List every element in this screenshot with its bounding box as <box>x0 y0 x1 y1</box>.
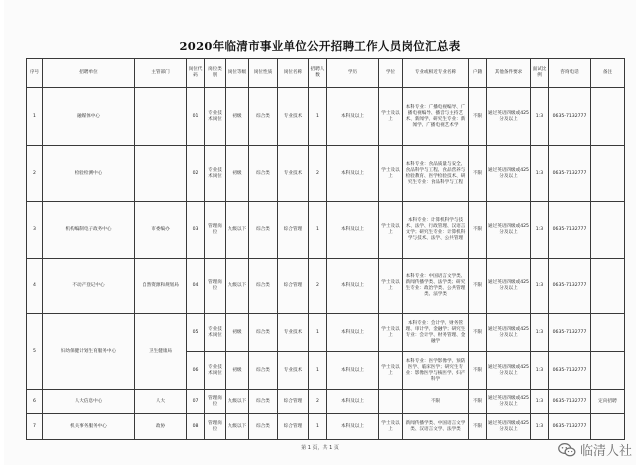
cell-count: 2 <box>309 259 327 314</box>
cell-index: 4 <box>27 259 43 314</box>
cell-phone: 0635-7132777 <box>549 259 591 314</box>
cell-requirements: 通过英语四级或425分及以上 <box>487 390 531 414</box>
cell-nature: 综合类 <box>249 202 278 259</box>
cell-major: 本科专业：食品质量与安全、食品科学与工程、食品营养与检验教育、医学检验技术、研究生专业：食品科学与工程 <box>403 146 469 202</box>
cell-count: 1 <box>309 414 327 440</box>
wechat-icon <box>558 442 576 458</box>
header-cell: 面试比例 <box>531 59 549 88</box>
cell-count: 2 <box>309 390 327 414</box>
cell-degree: 学士及以上 <box>379 414 403 440</box>
cell-index: 3 <box>27 202 43 259</box>
cell-category: 管理岗位 <box>205 259 226 314</box>
header-cell: 岗位名称 <box>278 59 309 88</box>
cell-unit: 机关事务服务中心 <box>43 414 135 440</box>
cell-level: 九级以下 <box>226 390 249 414</box>
header-cell: 岗位代码 <box>187 59 205 88</box>
cell-phone: 0635-7132777 <box>549 314 591 352</box>
cell-hukou: 不限 <box>469 202 487 259</box>
table-row <box>27 202 625 259</box>
cell-degree <box>379 390 403 414</box>
header-cell: 序号 <box>27 59 43 88</box>
table-header-row <box>27 59 625 88</box>
cell-hukou: 不限 <box>469 414 487 440</box>
cell-major: 本科专业：中国语言文学类、新闻传播学类、法学类；研究生专业：政治学类、公共管理类、法学类 <box>403 259 469 314</box>
cell-hukou: 不限 <box>469 352 487 390</box>
cell-education: 本科及以上 <box>327 414 379 440</box>
cell-nature: 综合类 <box>249 88 278 146</box>
cell-department: 自然资源和规划局 <box>135 259 187 314</box>
cell-major: 本科专业：计算机科学与技术、法学、行政管理、汉语言文学；研究生专业：计算机科学与技术、法学、公共管理 <box>403 202 469 259</box>
cell-degree: 学士及以上 <box>379 259 403 314</box>
cell-department: 政协 <box>135 414 187 440</box>
cell-phone: 0635-7132777 <box>549 414 591 440</box>
cell-category: 管理岗位 <box>205 414 226 440</box>
header-cell: 户籍 <box>469 59 487 88</box>
page-footer: 第 1 页，共 1 页 <box>301 445 339 451</box>
header-cell: 招聘人数 <box>309 59 327 88</box>
cell-nature: 综合类 <box>249 314 278 352</box>
cell-nature: 综合类 <box>249 259 278 314</box>
cell-phone: 0635-7132777 <box>549 88 591 146</box>
cell-requirements: 通过英语四级或425分及以上 <box>487 314 531 352</box>
cell-ratio: 1:3 <box>531 314 549 352</box>
cell-code: 02 <box>187 146 205 202</box>
cell-education: 本科及以上 <box>327 202 379 259</box>
cell-note <box>591 259 625 314</box>
header-cell: 岗位类别 <box>205 59 226 88</box>
cell-level: 九级以下 <box>226 414 249 440</box>
cell-ratio: 1:3 <box>531 352 549 390</box>
cell-department <box>135 88 187 146</box>
cell-code: 03 <box>187 202 205 259</box>
cell-count: 1 <box>309 314 327 352</box>
header-cell: 学历 <box>327 59 379 88</box>
table-row <box>27 88 625 146</box>
cell-count: 1 <box>309 88 327 146</box>
cell-position: 综合管理 <box>278 202 309 259</box>
cell-index: 7 <box>27 414 43 440</box>
cell-code: 07 <box>187 390 205 414</box>
cell-education: 本科及以上 <box>327 314 379 352</box>
table-row <box>27 390 625 414</box>
cell-unit: 检验检测中心 <box>43 146 135 202</box>
cell-degree: 学士及以上 <box>379 314 403 352</box>
header-cell: 咨询电话 <box>549 59 591 88</box>
cell-hukou: 不限 <box>469 259 487 314</box>
cell-position: 综合管理 <box>278 414 309 440</box>
cell-unit: 融媒体中心 <box>43 88 135 146</box>
cell-degree: 学士及以上 <box>379 88 403 146</box>
cell-phone: 0635-7132777 <box>549 202 591 259</box>
cell-hukou: 不限 <box>469 390 487 414</box>
cell-unit: 不动产登记中心 <box>43 259 135 314</box>
cell-category: 专业技术岗位 <box>205 146 226 202</box>
cell-level: 九级以下 <box>226 202 249 259</box>
cell-level: 初级 <box>226 352 249 390</box>
cell-index: 2 <box>27 146 43 202</box>
cell-requirements: 通过英语四级或425分及以上 <box>487 352 531 390</box>
header-cell: 招聘单位 <box>43 59 135 88</box>
cell-major: 本科专业：广播电视编导、广播电视编导、播音与主持艺术、新闻学、研究生专业：新闻学、广播电视艺术学 <box>403 88 469 146</box>
cell-major: 新闻传播学类、中国语言文学类、汉语言文学、法学类 <box>403 414 469 440</box>
cell-degree: 学士及以上 <box>379 352 403 390</box>
cell-major: 本科专业：会计学、财务管理、审计学、金融学；研究生专业：会计学、财务管理、金融学 <box>403 314 469 352</box>
cell-nature: 综合类 <box>249 390 278 414</box>
cell-major: 本科专业：医学影像学、预防医学、临床医学；研究生专业：影像医学与核医学、妇产科学 <box>403 352 469 390</box>
cell-education: 本科及以上 <box>327 146 379 202</box>
cell-level: 初级 <box>226 146 249 202</box>
cell-count: 1 <box>309 352 327 390</box>
cell-requirements: 通过英语四级或425分及以上 <box>487 146 531 202</box>
cell-ratio: 1:3 <box>531 88 549 146</box>
document-title: 2020年临清市事业单位公开招聘工作人员岗位汇总表 <box>179 39 461 53</box>
cell-note <box>591 88 625 146</box>
header-cell: 学位 <box>379 59 403 88</box>
cell-education: 本科及以上 <box>327 88 379 146</box>
cell-phone: 0635-7132777 <box>549 352 591 390</box>
positions-table <box>26 58 625 440</box>
cell-ratio: 1:3 <box>531 390 549 414</box>
table-row <box>27 414 625 440</box>
watermark-text: 临清人社 <box>579 444 632 459</box>
cell-note <box>591 352 625 390</box>
cell-index: 1 <box>27 88 43 146</box>
cell-phone: 0635-7132777 <box>549 146 591 202</box>
cell-category: 专业技术岗位 <box>205 314 226 352</box>
cell-education: 本科及以上 <box>327 352 379 390</box>
cell-hukou: 不限 <box>469 314 487 352</box>
cell-code: 08 <box>187 414 205 440</box>
cell-degree: 学士及以上 <box>379 146 403 202</box>
cell-code: 01 <box>187 88 205 146</box>
cell-position: 专业技术 <box>278 88 309 146</box>
cell-hukou: 不限 <box>469 88 487 146</box>
cell-category: 管理岗位 <box>205 202 226 259</box>
header-cell: 岗位等级 <box>226 59 249 88</box>
header-cell: 备注 <box>591 59 625 88</box>
cell-nature: 综合类 <box>249 352 278 390</box>
cell-note <box>591 314 625 352</box>
cell-note <box>591 414 625 440</box>
cell-department: 卫生健康局 <box>135 314 187 390</box>
table-row <box>27 259 625 314</box>
cell-note <box>591 202 625 259</box>
cell-unit: 妇幼保健计划生育服务中心 <box>43 314 135 390</box>
cell-level: 九级以下 <box>226 259 249 314</box>
cell-department <box>135 146 187 202</box>
cell-degree: 学士及以上 <box>379 202 403 259</box>
cell-department: 人大 <box>135 390 187 414</box>
document-sheet <box>4 0 636 465</box>
cell-requirements: 通过英语四级或425分及以上 <box>487 202 531 259</box>
cell-ratio: 1:3 <box>531 146 549 202</box>
cell-count: 1 <box>309 202 327 259</box>
header-cell: 岗位性质 <box>249 59 278 88</box>
cell-major: 不限 <box>403 390 469 414</box>
cell-position: 综合管理 <box>278 390 309 414</box>
cell-index: 6 <box>27 390 43 414</box>
cell-index: 5 <box>27 314 43 390</box>
cell-ratio: 1:3 <box>531 259 549 314</box>
cell-code: 05 <box>187 314 205 352</box>
watermark <box>558 440 632 459</box>
cell-code: 06 <box>187 352 205 390</box>
cell-education: 本科及以上 <box>327 390 379 414</box>
cell-level: 初级 <box>226 314 249 352</box>
cell-level: 初级 <box>226 88 249 146</box>
cell-position: 专业技术 <box>278 314 309 352</box>
cell-requirements: 通过英语四级或425分及以上 <box>487 414 531 440</box>
cell-education: 本科及以上 <box>327 259 379 314</box>
cell-note: 定向招聘 <box>591 390 625 414</box>
cell-position: 专业技术 <box>278 146 309 202</box>
cell-hukou: 不限 <box>469 146 487 202</box>
header-cell: 其他条件要求 <box>487 59 531 88</box>
cell-category: 管理岗位 <box>205 390 226 414</box>
cell-unit: 人大信息中心 <box>43 390 135 414</box>
header-cell: 专业或相近专业名称 <box>403 59 469 88</box>
cell-position: 专业技术 <box>278 352 309 390</box>
cell-category: 专业技术岗位 <box>205 88 226 146</box>
cell-unit: 机构编制电子政务中心 <box>43 202 135 259</box>
cell-department: 市委编办 <box>135 202 187 259</box>
header-cell: 主管部门 <box>135 59 187 88</box>
table-row <box>27 314 625 352</box>
cell-requirements: 通过英语四级或425分及以上 <box>487 259 531 314</box>
cell-note <box>591 146 625 202</box>
cell-requirements: 通过英语四级或425分及以上 <box>487 88 531 146</box>
cell-phone: 0635-7132777 <box>549 390 591 414</box>
cell-count: 2 <box>309 146 327 202</box>
cell-ratio: 1:3 <box>531 414 549 440</box>
cell-category: 专业技术岗位 <box>205 352 226 390</box>
cell-position: 综合管理 <box>278 259 309 314</box>
cell-nature: 综合类 <box>249 414 278 440</box>
cell-nature: 综合类 <box>249 146 278 202</box>
cell-ratio: 1:3 <box>531 202 549 259</box>
cell-code: 04 <box>187 259 205 314</box>
table-row <box>27 146 625 202</box>
